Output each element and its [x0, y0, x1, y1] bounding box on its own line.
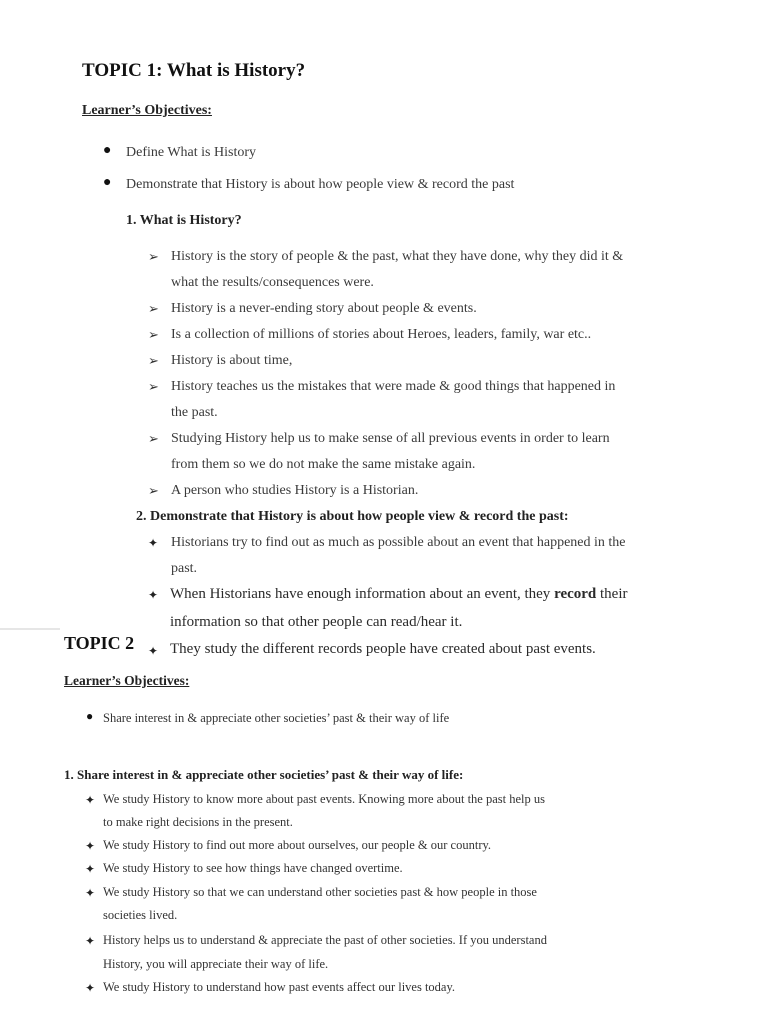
topic1-s2-point-3: They study the different records people have created about past events.	[170, 641, 596, 657]
star-bullet-icon: ✦	[85, 934, 96, 948]
topic1-s1-point-4: History is about time,	[171, 353, 293, 368]
topic2-s1-point-6: We study History to understand how past events affect our lives today.	[103, 980, 456, 994]
topic1-s1-point-6b: from them so we do not make the same mistake again.	[171, 457, 476, 472]
bullet-dot: ●	[103, 143, 112, 158]
topic1-s2-point-1a: Historians try to find out as much as possible about an event that happened in the	[171, 535, 626, 550]
topic2-s1-point-1b: to make right decisions in the present.	[103, 815, 293, 829]
topic1-title: TOPIC 1: What is History?	[82, 60, 306, 81]
arrow-bullet-icon: ➢	[148, 379, 159, 394]
topic2-s1-point-3: We study History to see how things have changed overtime.	[103, 861, 403, 875]
topic2-s1-point-5a: History helps us to understand & appreciate the past of other societies. If you understand	[103, 933, 547, 947]
topic2-objectives-heading: Learner’s Objectives:	[64, 673, 190, 688]
arrow-bullet-icon: ➢	[148, 327, 159, 342]
star-bullet-icon: ✦	[85, 793, 96, 807]
topic2-objective-1: Share interest in & appreciate other societies’ past & their way of life	[103, 711, 450, 725]
record-emphasis: record	[554, 586, 597, 602]
topic2-s1-point-1a: We study History to know more about past events. Knowing more about the past help us	[103, 792, 545, 806]
arrow-bullet-icon: ➢	[148, 249, 159, 264]
star-bullet-icon: ✦	[85, 981, 96, 995]
topic1-objectives-heading: Learner’s Objectives:	[82, 103, 212, 118]
point-text: their	[600, 586, 628, 602]
topic1-s2-point-2b: information so that other people can read/hear it.	[170, 614, 463, 630]
topic2-title: TOPIC 2	[64, 633, 135, 653]
star-bullet-icon: ✦	[148, 588, 159, 602]
topic1-s1-point-1b: what the results/consequences were.	[171, 275, 374, 290]
topic1-s1-point-3: Is a collection of millions of stories about Heroes, leaders, family, war etc..	[171, 327, 592, 342]
star-bullet-icon: ✦	[85, 839, 96, 853]
bullet-dot: ●	[86, 709, 94, 723]
topic1-s1-point-1a: History is the story of people & the past, what they have done, why they did it &	[171, 249, 624, 264]
arrow-bullet-icon: ➢	[148, 431, 159, 446]
topic2-s1-point-2: We study History to find out more about ourselves, our people & our country.	[103, 838, 492, 852]
section-divider	[0, 628, 60, 630]
star-bullet-icon: ✦	[148, 536, 159, 550]
point-text: When Historians have enough information about an event, they	[170, 586, 551, 602]
arrow-bullet-icon: ➢	[148, 353, 159, 368]
topic2-section1-heading: 1. Share interest in & appreciate other societies’ past & their way of life:	[64, 767, 464, 782]
topic1-objective-1: Define What is History	[126, 145, 256, 160]
topic1-s1-point-5a: History teaches us the mistakes that were made & good things that happened in	[171, 379, 616, 394]
topic1-section2-heading: 2. Demonstrate that History is about how people view & record the past:	[136, 509, 569, 524]
topic1-s1-point-5b: the past.	[171, 405, 218, 420]
star-bullet-icon: ✦	[148, 644, 159, 658]
topic1-s1-point-7: A person who studies History is a Historian.	[171, 483, 419, 498]
bullet-dot: ●	[103, 175, 112, 190]
star-bullet-icon: ✦	[85, 886, 96, 900]
topic2-s1-point-5b: History, you will appreciate their way of life.	[103, 957, 329, 971]
star-bullet-icon: ✦	[85, 862, 96, 876]
topic1-s1-point-2: History is a never-ending story about people & events.	[171, 301, 477, 316]
topic2-s1-point-4b: societies lived.	[103, 908, 178, 922]
topic2-s1-point-4a: We study History so that we can understand other societies past & how people in those	[103, 885, 537, 899]
topic1-section1-heading: 1. What is History?	[126, 213, 242, 228]
topic1-s1-point-6a: Studying History help us to make sense of all previous events in order to learn	[171, 431, 610, 446]
topic1-objective-2: Demonstrate that History is about how people view & record the past	[126, 177, 515, 192]
arrow-bullet-icon: ➢	[148, 483, 159, 498]
arrow-bullet-icon: ➢	[148, 301, 159, 316]
topic1-s2-point-1b: past.	[171, 561, 198, 576]
topic1-s2-point-2a	[170, 586, 628, 603]
